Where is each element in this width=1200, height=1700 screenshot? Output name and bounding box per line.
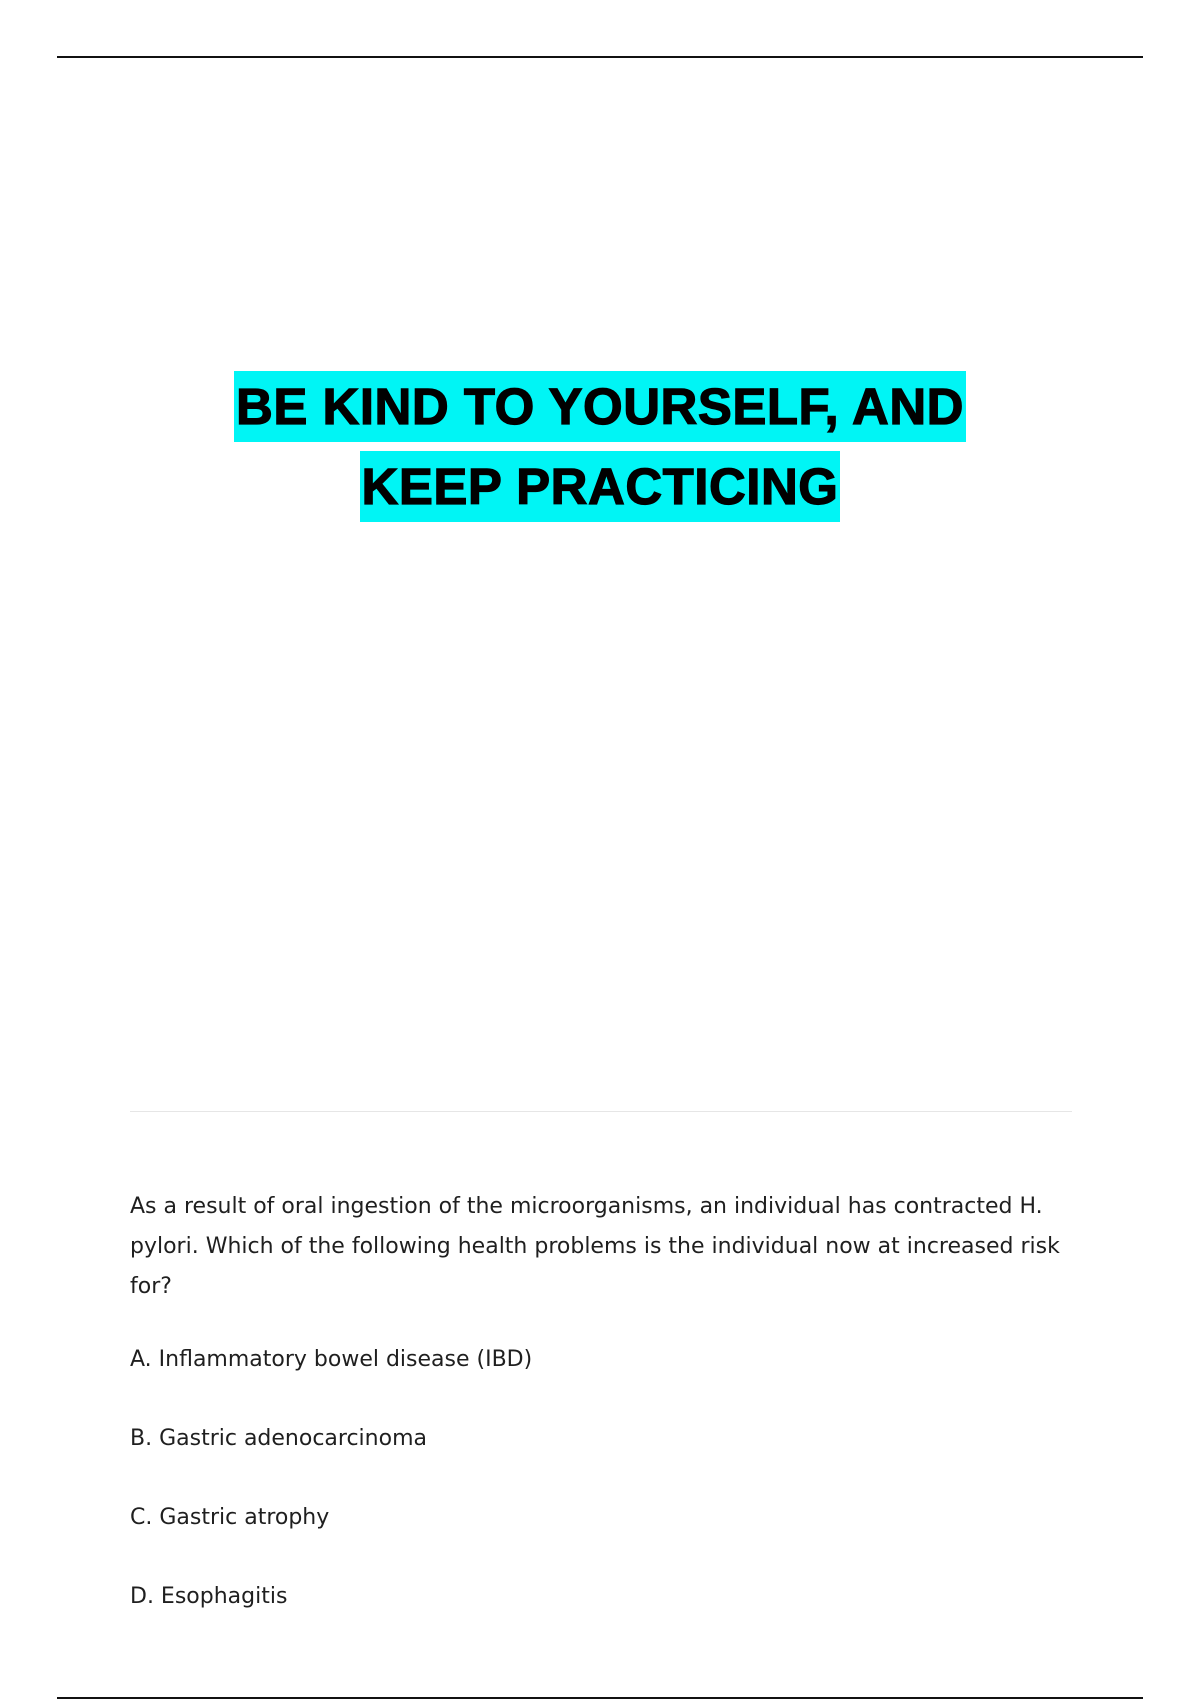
headline-line-2: KEEP PRACTICING — [360, 451, 841, 522]
motivational-headline — [0, 368, 1200, 528]
top-rule — [57, 56, 1143, 58]
bottom-rule — [57, 1697, 1143, 1699]
option-c: C. Gastric atrophy — [130, 1505, 330, 1530]
section-divider — [130, 1111, 1072, 1112]
option-a: A. Inflammatory bowel disease (IBD) — [130, 1347, 533, 1372]
option-d: D. Esophagitis — [130, 1584, 288, 1609]
headline-line-1: BE KIND TO YOURSELF, AND — [234, 371, 966, 442]
option-b: B. Gastric adenocarcinoma — [130, 1426, 427, 1451]
question-text: As a result of oral ingestion of the microorganisms, an individual has contracted H. pylori. Which of the following health problems is the individual now at increased risk for? — [130, 1194, 1060, 1299]
answer-options — [130, 1343, 1030, 1659]
